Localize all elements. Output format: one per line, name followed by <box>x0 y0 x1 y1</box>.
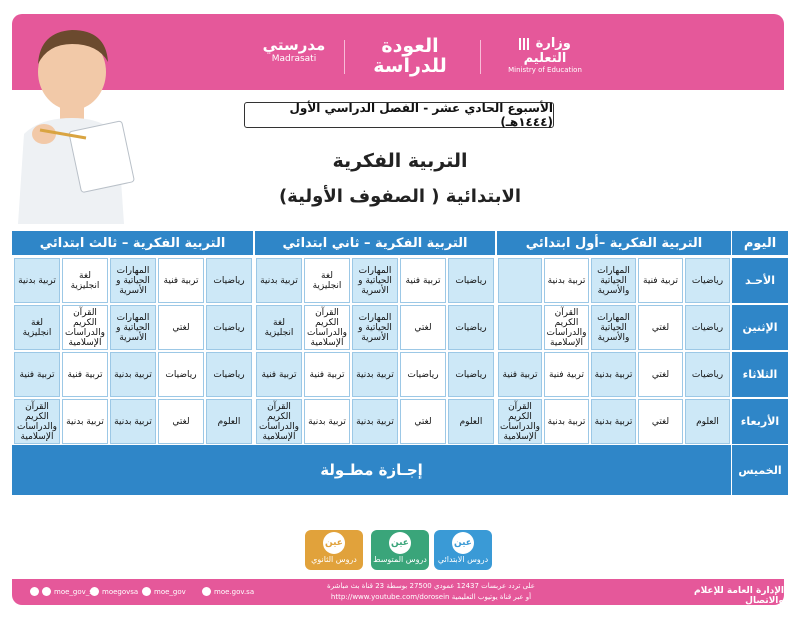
social-twitter[interactable] <box>30 587 97 596</box>
timetable-cell: تربية بدنية <box>352 399 398 444</box>
timetable-cell <box>498 305 542 350</box>
day-sunday: الأحـد <box>732 258 788 303</box>
day-wednesday: الأربعاء <box>732 399 788 444</box>
boy-illustration <box>0 14 150 224</box>
twitter-icon <box>30 587 39 596</box>
timetable-cell: القرآن الكريم والدراسات الإسلامية <box>256 399 302 444</box>
timetable-cell: تربية بدنية <box>110 399 156 444</box>
timetable-cell: لغتي <box>638 305 683 350</box>
timetable-cell: المهارات الحياتية و الأسرية <box>352 305 398 350</box>
timetable-cell: رياضيات <box>206 258 252 303</box>
badge-label: دروس المتوسط <box>373 555 427 564</box>
madrasati-name-ar: مدرستي <box>262 36 326 54</box>
day-header: اليوم <box>732 231 788 255</box>
footer-youtube-link[interactable]: أو عبر قناة يوتيوب التعليمية http://www.youtube.com/dorosein <box>330 593 532 601</box>
timetable-cell: تربية بدنية <box>591 352 636 397</box>
badge-label: دروس الثانوي <box>311 555 357 564</box>
timetable-cell: تربية بدنية <box>110 352 156 397</box>
day-thursday: الخميس <box>732 445 788 495</box>
footer-bar <box>12 579 784 605</box>
timetable-cell: لغتي <box>638 352 683 397</box>
ministry-logo <box>500 36 590 74</box>
globe-icon <box>202 587 211 596</box>
badge-label: دروس الابتدائي <box>437 555 489 564</box>
timetable-cell: تربية بدنية <box>544 399 589 444</box>
timetable-cell: لغة انجليزية <box>14 305 60 350</box>
timetable-cell: رياضيات <box>400 352 446 397</box>
holiday-banner: إجـازة مطـولة <box>12 445 731 495</box>
ministry-name-en: Ministry of Education <box>508 66 582 74</box>
page-subtitle: الابتدائية ( الصفوف الأولية) <box>278 186 522 207</box>
timetable-cell: تربية بدنية <box>304 399 350 444</box>
timetable-cell: رياضيات <box>448 305 494 350</box>
grade3-header: التربية الفكرية – ثالث ابتدائي <box>12 231 253 255</box>
social-handle: moe_gov_sa <box>54 587 98 596</box>
madrasati-logo <box>256 36 332 64</box>
timetable-cell: تربية فنية <box>256 352 302 397</box>
timetable-cell: لغة انجليزية <box>304 258 350 303</box>
social-handle: moe_gov <box>154 587 186 596</box>
secondary-lessons-badge[interactable] <box>305 530 363 570</box>
timetable-cell: رياضيات <box>448 352 494 397</box>
timetable-cell: المهارات الحياتية والأسرية <box>591 305 636 350</box>
timetable-cell: لغتي <box>638 399 683 444</box>
timetable-cell: تربية فنية <box>498 352 542 397</box>
ein-logo: عين <box>323 532 345 554</box>
timetable-cell: لغتي <box>400 305 446 350</box>
timetable-cell: رياضيات <box>206 352 252 397</box>
timetable-cell: المهارات الحياتية والأسرية <box>591 258 636 303</box>
timetable-cell: تربية بدنية <box>62 399 108 444</box>
timetable-cell: العلوم <box>448 399 494 444</box>
madrasati-name-en: Madrasati <box>271 54 317 64</box>
timetable-cell: رياضيات <box>448 258 494 303</box>
logo-divider <box>480 40 481 74</box>
timetable-cell: القرآن الكريم والدراسات الإسلامية <box>62 305 108 350</box>
day-tuesday: الثلاثاء <box>732 352 788 397</box>
timetable-cell: تربية بدنية <box>352 352 398 397</box>
timetable-cell: تربية فنية <box>544 352 589 397</box>
timetable-cell: رياضيات <box>158 352 204 397</box>
timetable-cell: القرآن الكريم والدراسات الإسلامية <box>544 305 589 350</box>
timetable-cell: تربية بدنية <box>14 258 60 303</box>
timetable-cell: رياضيات <box>685 258 730 303</box>
timetable-cell: رياضيات <box>685 305 730 350</box>
timetable-cell: تربية بدنية <box>591 399 636 444</box>
grade1-header: التربية الفكرية –أول ابتدائي <box>497 231 731 255</box>
timetable-cell: تربية فنية <box>400 258 446 303</box>
primary-lessons-badge[interactable] <box>434 530 492 570</box>
snapchat-icon <box>142 587 151 596</box>
ein-logo: عين <box>452 532 474 554</box>
day-monday: الإثنين <box>732 305 788 350</box>
social-website[interactable] <box>202 587 254 596</box>
timetable-cell: المهارات الحياتية و الأسرية <box>352 258 398 303</box>
timetable-cell: القرآن الكريم والدراسات الإسلامية <box>498 399 542 444</box>
timetable-cell <box>498 258 542 303</box>
instagram-icon <box>42 587 51 596</box>
grade2-header: التربية الفكرية – ثاني ابتدائي <box>255 231 495 255</box>
week-bar: الأسبوع الحادي عشر - الفصل الدراسي الأول (١٤٤٤هـ) <box>244 102 554 128</box>
return-line1: العودة <box>381 35 439 57</box>
timetable <box>12 231 788 495</box>
footer-info <box>312 581 550 603</box>
timetable-cell: لغتي <box>400 399 446 444</box>
ministry-name-ar: وزارة التعليم <box>523 36 571 66</box>
logo-divider <box>344 40 345 74</box>
timetable-cell: تربية بدنية <box>544 258 589 303</box>
ein-logo: عين <box>389 532 411 554</box>
timetable-cell: لغتي <box>158 305 204 350</box>
timetable-cell: رياضيات <box>206 305 252 350</box>
timetable-cell: تربية فنية <box>62 352 108 397</box>
return-line2: للدراسة <box>373 55 447 77</box>
intermediate-lessons-badge[interactable] <box>371 530 429 570</box>
timetable-cell: تربية فنية <box>14 352 60 397</box>
timetable-cell: المهارات الحياتية و الأسرية <box>110 258 156 303</box>
social-handle: moe.gov.sa <box>214 587 255 596</box>
timetable-cell: المهارات الحياتية و الأسرية <box>110 305 156 350</box>
timetable-cell: تربية فنية <box>638 258 683 303</box>
footer-info-line1: على تردد عربسات 12437 عمودي 27500 بوسطة 23 قناة بث مباشرة <box>327 582 535 590</box>
social-youtube[interactable] <box>90 587 138 596</box>
social-handle: moegovsa <box>102 587 139 596</box>
timetable-cell: القرآن الكريم والدراسات الإسلامية <box>304 305 350 350</box>
timetable-cell: لغة انجليزية <box>62 258 108 303</box>
back-to-school-logo <box>364 36 456 76</box>
timetable-cell: لغتي <box>158 399 204 444</box>
timetable-cell: تربية بدنية <box>256 258 302 303</box>
timetable-cell: لغة انجليزية <box>256 305 302 350</box>
social-snapchat[interactable] <box>142 587 186 596</box>
timetable-cell: رياضيات <box>685 352 730 397</box>
timetable-cell: تربية فنية <box>304 352 350 397</box>
timetable-cell: القرآن الكريم والدراسات الإسلامية <box>14 399 60 444</box>
footer-brand: الإدارة العامة للإعلام والاتصال <box>694 586 784 606</box>
timetable-cell: العلوم <box>206 399 252 444</box>
page-title: التربية الفكرية <box>332 150 468 172</box>
timetable-cell: العلوم <box>685 399 730 444</box>
ministry-grid-icon <box>519 38 531 50</box>
timetable-cell: تربية فنية <box>158 258 204 303</box>
